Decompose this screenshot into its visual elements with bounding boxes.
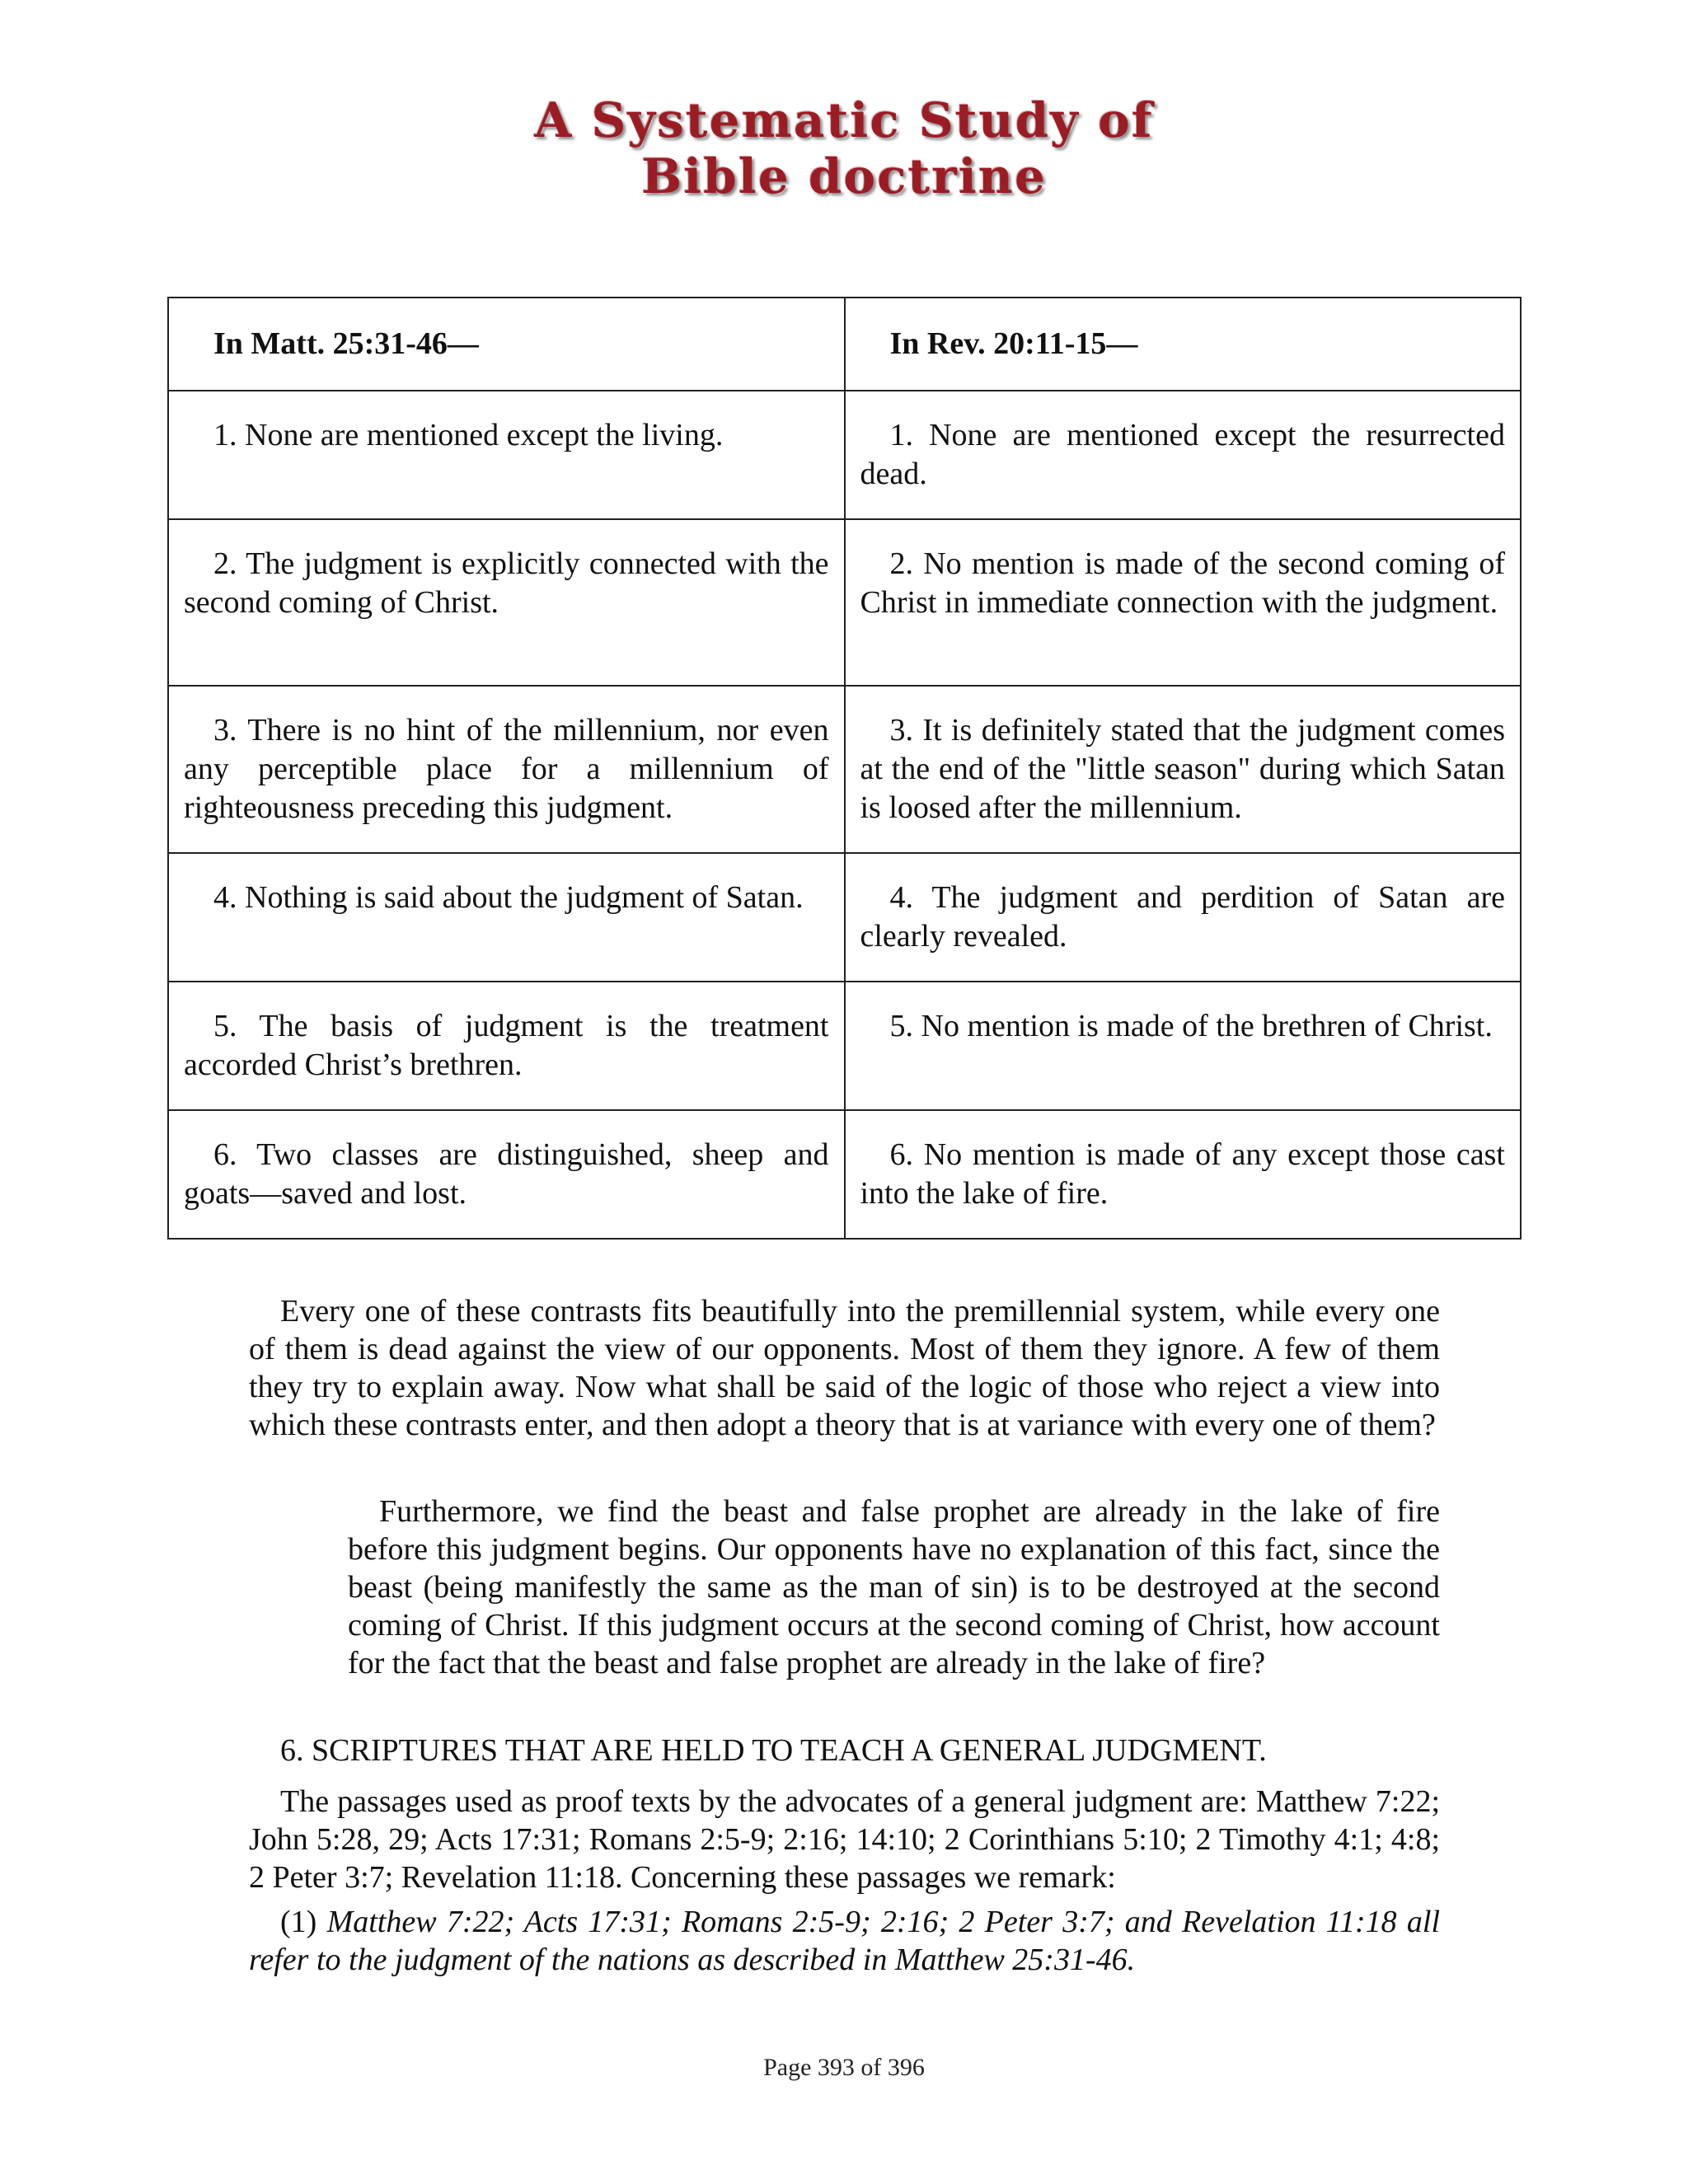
table-cell: 6. Two classes are distinguished, sheep and goats—saved and lost. [168,1110,845,1239]
table-row [168,686,1521,853]
table-cell: 3. There is no hint of the millennium, nor even any perceptible place for a millennium of righteousness preceding this judgment. [168,686,845,853]
paragraph-contrasts: Every one of these contrasts fits beautifully into the premillennial system, while every one of them is dead against the view of our opponents. Most of them they ignore. A few of them they try to explain away. Now what shall be said of the logic of those who reject a view into which these contrasts enter, and then adopt a theory that is at variance with every one of them? [249,1294,1440,1442]
body-paragraph [249,1783,1440,1896]
table-row [168,982,1521,1110]
table-cell: 2. No mention is made of the second coming of Christ in immediate connection with the judgment. [845,519,1522,686]
page-number: Page 393 of 396 [763,2054,925,2081]
table-cell: 2. The judgment is explicitly connected with the second coming of Christ. [168,519,845,686]
body-paragraph [249,1292,1440,1444]
table-cell: 1. None are mentioned except the resurrected dead. [845,391,1522,519]
table-row [168,391,1521,519]
table-cell: 3. It is definitely stated that the judgment comes at the end of the "little season" during which Satan is loosed after the millennium. [845,686,1522,853]
body-paragraph [249,1903,1440,1979]
remark-italic-text: Matthew 7:22; Acts 17:31; Romans 2:5-9; 2:16; 2 Peter 3:7; and Revelation 11:18 all refer to the judgment of the nations as described in Matthew 25:31-46. [249,1905,1440,1977]
paragraph-proof-texts: The passages used as proof texts by the advocates of a general judgment are: Matthew 7:22; John 5:28, 29; Acts 17:31; Romans 2:5-9; 2:16; 14:10; 2 Corinthians 5:10; 2 Timothy 4:1; 4:8; 2 Peter 3:7; Revelation 11:18. Concerning these passages we remark: [249,1784,1440,1895]
column-header-revelation: In Rev. 20:11-15— [845,298,1522,391]
indented-paragraph-beast: Furthermore, we find the beast and false prophet are already in the lake of fire before this judgment begins. Our opponents have no explanation of this fact, since the beast (being manifestly the same as the man of sin) is to be destroyed at the second coming of Christ. If this judgment occurs at the second coming of Christ, how account for the fact that the beast and false prophet are already in the lake of fire? [348,1494,1440,1680]
section-heading: 6. SCRIPTURES THAT ARE HELD TO TEACH A GENERAL JUDGMENT. [280,1733,1267,1768]
paragraph-remark-1 [249,1903,1440,1979]
comparison-table [167,297,1522,1240]
section-heading-block [249,1732,1440,1769]
table-row [168,519,1521,686]
column-header-matthew: In Matt. 25:31-46— [168,298,845,391]
table-cell: 5. The basis of judgment is the treatment accorded Christ’s brethren. [168,982,845,1110]
table-row [168,1110,1521,1239]
table-header-row [168,298,1521,391]
table-row [168,853,1521,982]
table-cell: 4. The judgment and perdition of Satan are clearly revealed. [845,853,1522,982]
document-title-logo [0,92,1688,204]
table-cell: 4. Nothing is said about the judgment of Satan. [168,853,845,982]
title-line-1: A Systematic Study of [534,92,1154,148]
table-cell: 6. No mention is made of any except those cast into the lake of fire. [845,1110,1522,1239]
table-cell: 5. No mention is made of the brethren of Christ. [845,982,1522,1110]
table-cell: 1. None are mentioned except the living. [168,391,845,519]
remark-number: (1) [280,1905,317,1939]
title-line-2: Bible doctrine [641,148,1047,204]
